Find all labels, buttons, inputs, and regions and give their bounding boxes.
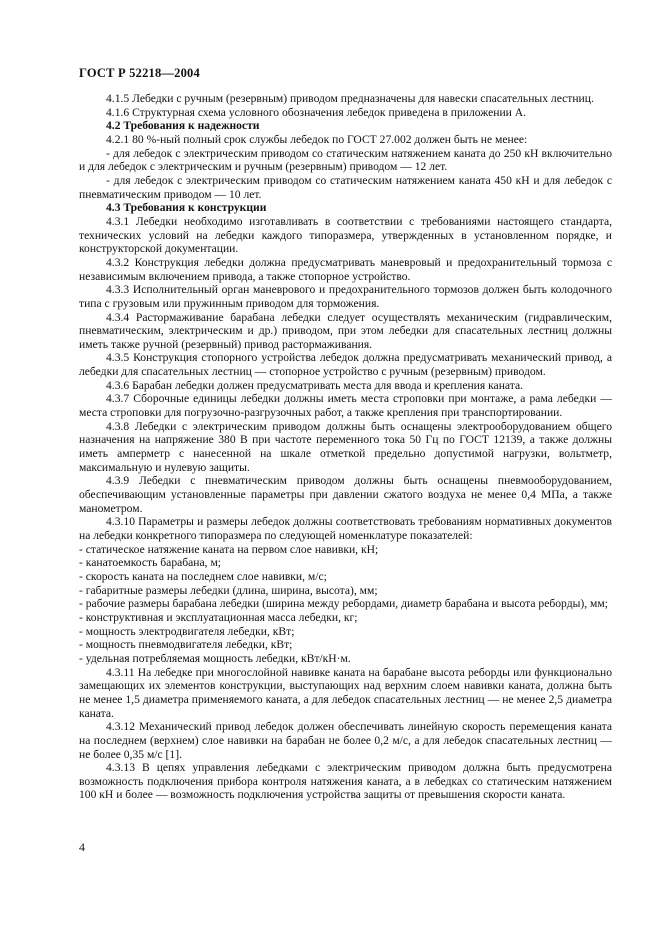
section-heading: 4.2 Требования к надежности <box>106 119 260 133</box>
paragraph: 4.3.12 Механический привод лебедок должен обеспечивать линейную скорость перемещения каната на последнем (верхнем) слое навивки на барабан не более 0,2 м/с, а для лебедок спасательных лестниц — не более 0,35 м/с [1]. <box>79 720 612 761</box>
paragraph: 4.3.10 Параметры и размеры лебедок должны соответствовать требованиям нормативных документов на лебедки конкретного типоразмера по следующей номенклатуре показателей: <box>79 515 612 542</box>
list-item: - для лебедок с электрическим приводом со статическим натяжением каната 450 кН и для лебедок с пневматическим приводом — 10 лет. <box>79 173 612 201</box>
paragraph: 4.3.4 Растормаживание барабана лебедки следует осуществлять механическим (гидравлическим, пневматическим, электрическим и др.) приводом, при этом лебедки для спасательных лестниц должны иметь также ручной (резервный) привод растормаживания. <box>79 310 612 351</box>
list-item: - рабочие размеры барабана лебедки (ширина между ребордами, диаметр барабана и высота реборды), мм; <box>79 597 608 611</box>
paragraph: 4.3.9 Лебедки с пневматическим приводом должны быть оснащены пневмооборудованием, обеспечивающим установленные параметры при давлении сжатого воздуха не менее 0,4 МПа, а также манометром. <box>79 474 612 515</box>
paragraph: 4.3.3 Исполнительный орган маневрового и предохранительного тормозов должен быть колодочного типа с грузовым или пружинным приводом для торможения. <box>79 283 612 310</box>
paragraph: 4.3.2 Конструкция лебедки должна предусматривать маневровый и предохранительный тормоза с независимым включением привода, а также стопорное устройство. <box>79 255 612 283</box>
paragraph: 4.3.7 Сборочные единицы лебедки должны иметь места строповки при монтаже, а рама лебедки — места строповки для погрузочно-разгрузочных работ, а также крепления при транспортировании. <box>79 392 612 420</box>
paragraph: 4.3.6 Барабан лебедки должен предусматривать места для ввода и крепления каната. <box>106 378 524 392</box>
paragraph: 4.2.1 80 %-ный полный срок службы лебедок по ГОСТ 27.002 должен быть не менее: <box>106 132 528 146</box>
list-item: - мощность пневмодвигателя лебедки, кВт; <box>79 638 293 652</box>
list-item: - скорость каната на последнем слое навивки, м/с; <box>79 569 327 583</box>
list-item: - статическое натяжение каната на первом слое навивки, кН; <box>79 542 379 556</box>
page-header: ГОСТ Р 52218—2004 <box>79 66 200 80</box>
paragraph: 4.1.6 Структурная схема условного обозначения лебедок приведена в приложении А. <box>106 105 527 119</box>
document-body <box>79 92 612 802</box>
list-item: - мощность электродвигателя лебедки, кВт; <box>79 624 295 638</box>
paragraph: 4.1.5 Лебедки с ручным (резервным) приводом предназначены для навески спасательных лестниц. <box>106 92 594 105</box>
paragraph: 4.3.1 Лебедки необходимо изготавливать в соответствии с требованиями настоящего стандарта, технических условий на лебедки каждого типоразмера, утвержденных в установленном порядке, и конструкторской документации. <box>79 214 612 256</box>
list-item: - габаритные размеры лебедки (длина, ширина, высота), мм; <box>79 583 378 597</box>
page-number: 4 <box>79 840 85 854</box>
paragraph: 4.3.5 Конструкция стопорного устройства лебедок должна предусматривать механический привод, а лебедки для спасательных лестниц — стопорное устройство с ручным (резервным) приводом. <box>79 351 612 379</box>
paragraph: 4.3.8 Лебедки с электрическим приводом должны быть оснащены электрооборудованием общего назначения на напряжение 380 В при частоте переменного тока 50 Гц по ГОСТ 12139, а также должны иметь амперметр с нанесенной на шкале отметкой предельно допустимой нагрузки, вольтметр, максимальную и нулевую защиты. <box>79 419 612 474</box>
list-item: - для лебедок с электрическим приводом со статическим натяжением каната до 250 кН включительно и для лебедок с электрическим и ручным (резервным) приводом — 12 лет. <box>79 146 612 174</box>
list-item: - удельная потребляемая мощность лебедки, кВт/кН·м. <box>79 651 351 665</box>
paragraph: 4.3.11 На лебедке при многослойной навивке каната на барабане высота реборды или функционально замещающих их элементов конструкции, выступающих над верхним слоем навивки каната, должна быть не менее 1,5 диаметра применяемого каната, а для лебедок спасательных лестниц — не менее 2,5 диаметра каната. <box>79 665 612 720</box>
list-item: - конструктивная и эксплуатационная масса лебедки, кг; <box>79 610 358 624</box>
paragraph: 4.3.13 В цепях управления лебедками с электрическим приводом должна быть предусмотрена возможность подключения прибора контроля натяжения каната, а в лебедках со статическим натяжением 100 кН и более — возможность подключения устройства защиты от превышения скорости каната. <box>79 761 612 802</box>
list-item: - канатоемкость барабана, м; <box>79 556 222 570</box>
section-heading: 4.3 Требования к конструкции <box>106 201 267 215</box>
